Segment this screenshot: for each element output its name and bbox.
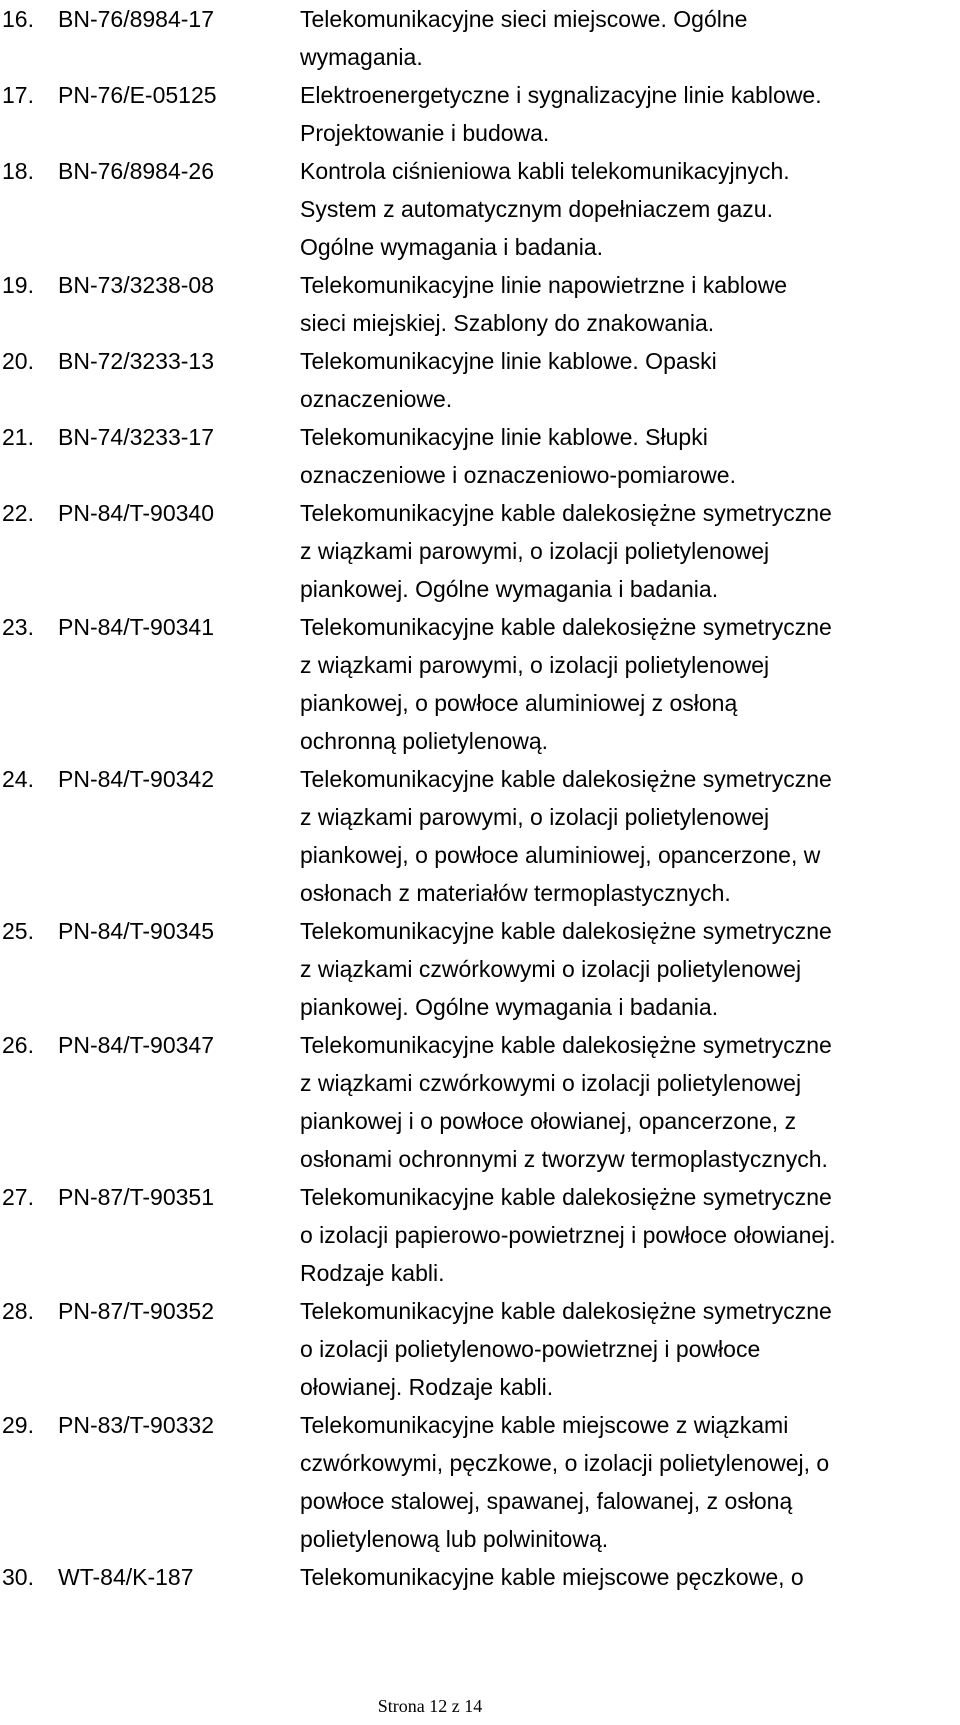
reference-title-line: Telekomunikacyjne kable miejscowe z wiązkami [300, 1412, 789, 1438]
reference-title [300, 608, 950, 760]
reference-title-line: Telekomunikacyjne kable dalekosiężne symetryczne [300, 1298, 832, 1324]
reference-title-line: System z automatycznym dopełniaczem gazu. [300, 196, 773, 222]
reference-code: PN-84/T-90342 [58, 766, 214, 792]
reference-title-line: Telekomunikacyjne kable miejscowe pęczkowe, o [300, 1564, 804, 1590]
reference-code: BN-76/8984-26 [58, 158, 214, 184]
reference-number: 16. [2, 6, 34, 32]
reference-title-line: Telekomunikacyjne linie napowietrzne i kablowe [300, 272, 788, 298]
reference-title-line: z wiązkami parowymi, o izolacji polietylenowej [300, 652, 770, 678]
reference-title-line: o izolacji polietylenowo-powietrznej i powłoce [300, 1336, 761, 1362]
page-number: Strona 12 z 14 [377, 1696, 483, 1716]
reference-title-line: oznaczeniowe. [300, 386, 453, 412]
reference-number: 17. [2, 82, 34, 108]
reference-number: 29. [2, 1412, 34, 1438]
reference-number: 25. [2, 918, 34, 944]
reference-title-line: Telekomunikacyjne sieci miejscowe. Ogólne [300, 6, 748, 32]
reference-code: BN-76/8984-17 [58, 6, 214, 32]
reference-number: 18. [2, 158, 34, 184]
reference-title-line: Telekomunikacyjne linie kablowe. Słupki [300, 424, 708, 450]
reference-code: BN-73/3238-08 [58, 272, 214, 298]
reference-title-line: Rodzaje kabli. [300, 1260, 445, 1286]
reference-item [0, 1178, 960, 1292]
reference-title [300, 1406, 950, 1558]
reference-title-line: Ogólne wymagania i badania. [300, 234, 604, 260]
reference-title [300, 760, 950, 912]
reference-number: 27. [2, 1184, 34, 1210]
reference-item [0, 1026, 960, 1178]
reference-item [0, 76, 960, 152]
reference-title-line: Telekomunikacyjne linie kablowe. Opaski [300, 348, 717, 374]
reference-number: 21. [2, 424, 34, 450]
reference-item [0, 1292, 960, 1406]
reference-code: PN-84/T-90341 [58, 614, 214, 640]
reference-title-line: Telekomunikacyjne kable dalekosiężne symetryczne [300, 1032, 832, 1058]
reference-title [300, 0, 950, 76]
reference-item [0, 1558, 960, 1596]
reference-title-line: polietylenową lub polwinitową. [300, 1526, 609, 1552]
reference-title-line: oznaczeniowe i oznaczeniowo-pomiarowe. [300, 462, 736, 488]
reference-title-line: z wiązkami parowymi, o izolacji polietylenowej [300, 804, 770, 830]
reference-item [0, 608, 960, 760]
reference-title-line: osłonach z materiałów termoplastycznych. [300, 880, 731, 906]
reference-title-line: Telekomunikacyjne kable dalekosiężne symetryczne [300, 1184, 832, 1210]
reference-title-line: piankowej, o powłoce aluminiowej, opancerzone, w [300, 842, 821, 868]
reference-code: PN-84/T-90340 [58, 500, 214, 526]
reference-title [300, 342, 950, 418]
reference-number: 30. [2, 1564, 34, 1590]
reference-item [0, 418, 960, 494]
reference-code: WT-84/K-187 [58, 1564, 194, 1590]
reference-title-line: z wiązkami czwórkowymi o izolacji polietylenowej [300, 956, 802, 982]
reference-title [300, 266, 950, 342]
reference-title-line: o izolacji papierowo-powietrznej i powłoce ołowianej. [300, 1222, 836, 1248]
reference-number: 24. [2, 766, 34, 792]
reference-title-line: osłonami ochronnymi z tworzyw termoplastycznych. [300, 1146, 828, 1172]
reference-title-line: Kontrola ciśnieniowa kabli telekomunikacyjnych. [300, 158, 790, 184]
reference-title [300, 494, 950, 608]
reference-number: 20. [2, 348, 34, 374]
reference-title [300, 912, 950, 1026]
reference-title-line: ochronną polietylenową. [300, 728, 549, 754]
reference-code: PN-87/T-90352 [58, 1298, 214, 1324]
reference-code: BN-74/3233-17 [58, 424, 214, 450]
reference-item [0, 0, 960, 76]
reference-number: 23. [2, 614, 34, 640]
reference-code: BN-72/3233-13 [58, 348, 214, 374]
reference-title [300, 1178, 950, 1292]
reference-title [300, 1558, 950, 1596]
reference-title-line: ołowianej. Rodzaje kabli. [300, 1374, 554, 1400]
reference-title-line: z wiązkami parowymi, o izolacji polietylenowej [300, 538, 770, 564]
reference-code: PN-83/T-90332 [58, 1412, 214, 1438]
reference-code: PN-76/E-05125 [58, 82, 217, 108]
reference-number: 22. [2, 500, 34, 526]
reference-title [300, 1292, 950, 1406]
reference-title-line: sieci miejskiej. Szablony do znakowania. [300, 310, 715, 336]
reference-code: PN-84/T-90347 [58, 1032, 214, 1058]
reference-title-line: z wiązkami czwórkowymi o izolacji polietylenowej [300, 1070, 802, 1096]
reference-item [0, 266, 960, 342]
reference-title-line: powłoce stalowej, spawanej, falowanej, z osłoną [300, 1488, 793, 1514]
reference-number: 26. [2, 1032, 34, 1058]
reference-item [0, 912, 960, 1026]
reference-code: PN-84/T-90345 [58, 918, 214, 944]
reference-code: PN-87/T-90351 [58, 1184, 214, 1210]
reference-item [0, 1406, 960, 1558]
reference-title-line: Telekomunikacyjne kable dalekosiężne symetryczne [300, 500, 832, 526]
reference-title-line: Projektowanie i budowa. [300, 120, 550, 146]
reference-title [300, 418, 950, 494]
reference-title-line: wymagania. [300, 44, 423, 70]
reference-item [0, 342, 960, 418]
reference-title-line: Telekomunikacyjne kable dalekosiężne symetryczne [300, 766, 832, 792]
reference-number: 28. [2, 1298, 34, 1324]
reference-title-line: Telekomunikacyjne kable dalekosiężne symetryczne [300, 614, 832, 640]
reference-title [300, 76, 950, 152]
reference-title-line: Telekomunikacyjne kable dalekosiężne symetryczne [300, 918, 832, 944]
reference-title-line: piankowej. Ogólne wymagania i badania. [300, 576, 719, 602]
reference-item [0, 494, 960, 608]
reference-title [300, 152, 950, 266]
reference-title-line: piankowej, o powłoce aluminiowej z osłoną [300, 690, 738, 716]
reference-title-line: czwórkowymi, pęczkowe, o izolacji polietylenowej, o [300, 1450, 830, 1476]
reference-title-line: Elektroenergetyczne i sygnalizacyjne linie kablowe. [300, 82, 822, 108]
reference-number: 19. [2, 272, 34, 298]
reference-title-line: piankowej i o powłoce ołowianej, opancerzone, z [300, 1108, 797, 1134]
reference-item [0, 152, 960, 266]
reference-title-line: piankowej. Ogólne wymagania i badania. [300, 994, 719, 1020]
reference-title [300, 1026, 950, 1178]
reference-item [0, 760, 960, 912]
